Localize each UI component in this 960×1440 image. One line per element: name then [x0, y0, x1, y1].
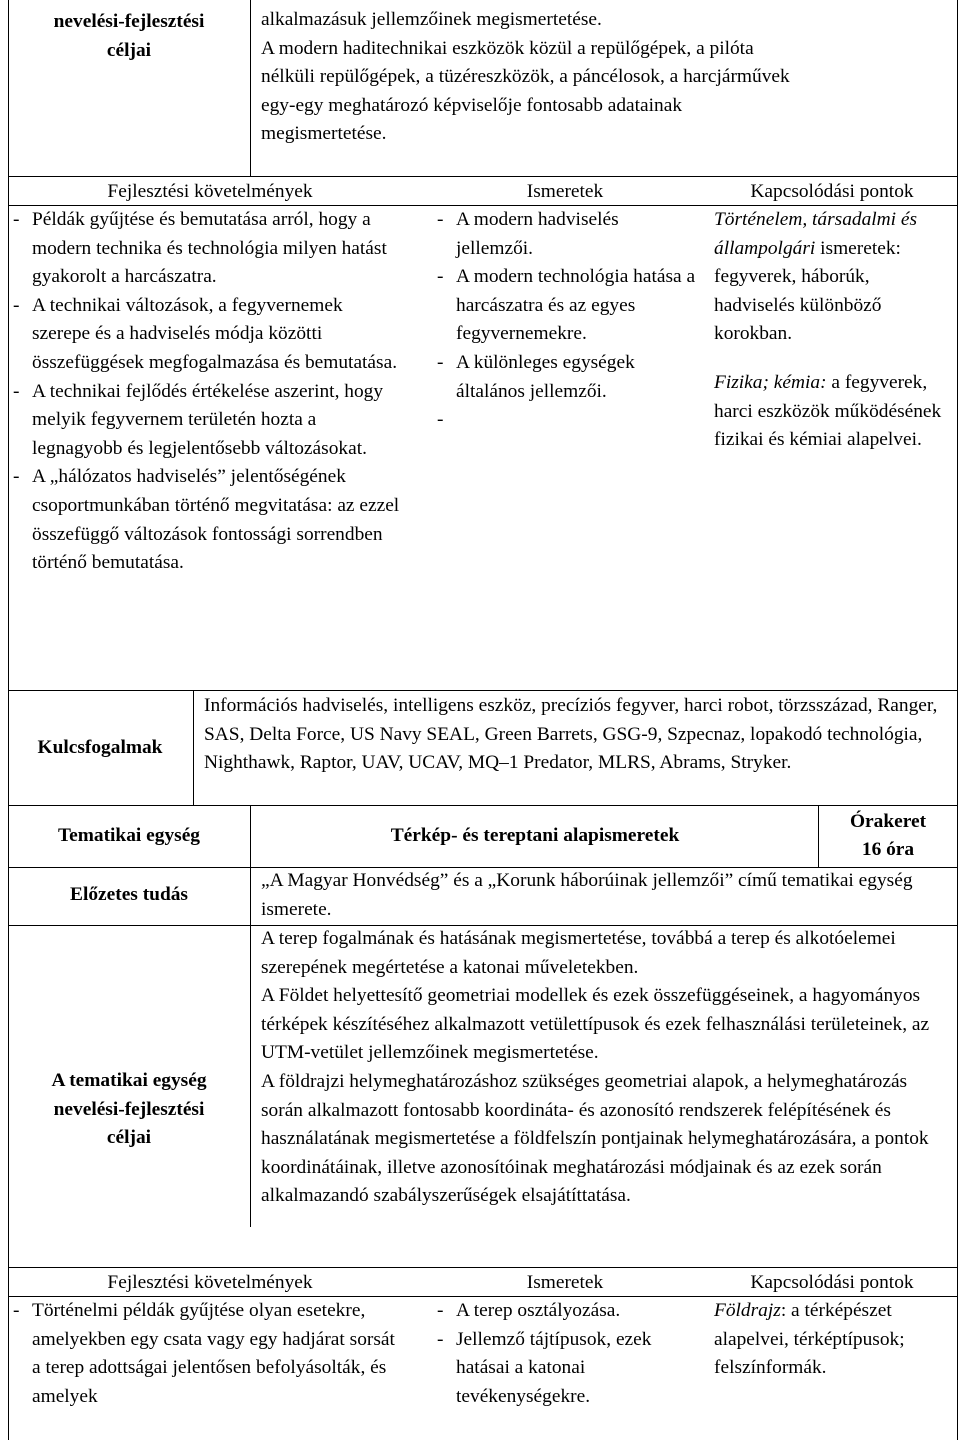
keywords-text: Információs hadviselés, intelligens eszköz, precíziós fegyver, harci robot, törzsszázad, Ranger, SAS, Delta Force, US Navy SEAL, Green Barrets, GSG-9, Szpecnaz, lopakodó technológia, Nighthawk, Raptor, UAV, UCAV, MQ–1 Predator, MLRS, Abrams, Stryker. [204, 695, 938, 774]
column-header-knowledge: Ismeretek [526, 1272, 604, 1293]
connection-history [714, 206, 950, 349]
connection-text: a fegyverek, harci eszközök működésének fizikai és kémiai alapelvei. [714, 371, 942, 451]
list-item: - A terep osztályozása. [430, 1297, 700, 1326]
table-border-right [957, 0, 958, 1440]
list-item [430, 406, 700, 435]
list-item: - Jellemző tájtípusok, ezek hatásai a katonai tevékenységekre. [430, 1326, 700, 1412]
connections [714, 206, 950, 455]
list-item: - A „hálózatos hadviselés” jelentőségének csoportmunkában történő megvitatása: az ezzel összefüggő változások fontossági sorrendben történő bemutatása. [6, 463, 402, 577]
text-line: megismertetése. [261, 123, 387, 145]
column-header-requirements: Fejlesztési követelmények [107, 181, 313, 202]
goals-label: A tematikai egység nevelési-fejlesztési céljai [51, 1070, 207, 1149]
divider [250, 805, 251, 1227]
text-line: nélküli repülőgépek, a tüzéreszközök, a páncélosok, a harcjárművek [261, 66, 790, 88]
divider [818, 805, 819, 867]
divider [8, 176, 958, 177]
list-item: - Példák gyűjtése és bemutatása arról, hogy a modern technika és technológia milyen hatást gyakorolt a harcászatra. [6, 206, 402, 292]
knowledge-list [430, 1297, 700, 1411]
subject-name: Földrajz [714, 1300, 781, 1321]
requirements-list [6, 1297, 402, 1411]
connection-text: ismeretek: fegyverek, háborúk, hadviselés különböző korokban. [714, 237, 901, 345]
hours-label: Órakeret [849, 811, 927, 832]
column-header-connections: Kapcsolódási pontok [750, 181, 914, 202]
goal-paragraph: A terep fogalmának és hatásának megismertetése, továbbá a terep és alkotóelemei szerepének megértetése a katonai műveletekben. [261, 928, 896, 978]
divider [8, 1267, 958, 1268]
goal-paragraph: A Földet helyettesítő geometriai modellek és ezek összefüggéseinek, a hagyományos térképek készítéséhez alkalmazott vetülettípusok és ezek felhasználási területeinek, az UTM-vetület jellemzőinek megismertetése. [261, 985, 930, 1064]
divider [8, 805, 958, 806]
list-item: - A modern technológia hatása a harcászatra és az egyes fegyvernemekre. [430, 263, 700, 349]
connection-physics [714, 369, 950, 455]
list-item: - Történelmi példák gyűjtése olyan esetekre, amelyekben egy csata vagy egy hadjárat sorsát a terep adottságai jelentősen befolyásolták, és amelyek [6, 1297, 402, 1411]
text-line: alkalmazásuk jellemzőinek megismertetése. [261, 9, 602, 30]
list-item: - A különleges egységek általános jellemzői. [430, 349, 700, 406]
text-line: egy-egy meghatározó képviselője fontosabb adatainak [261, 94, 683, 116]
unit-label: Tematikai egység [57, 825, 200, 846]
column-header-requirements: Fejlesztési követelmények [107, 1272, 313, 1293]
knowledge-list [430, 206, 700, 435]
connection-text: : a térképészet alapelvei, térképtípusok; felszínformák. [714, 1300, 905, 1379]
prior-label: Előzetes tudás [70, 884, 188, 905]
divider [250, 0, 251, 176]
column-header-connections: Kapcsolódási pontok [750, 1272, 914, 1293]
unit-title: Térkép- és tereptani alapismeretek [390, 825, 680, 846]
goals-text [261, 925, 951, 1211]
text-line: A modern haditechnikai eszközök közül a repülőgépek, a pilóta [261, 37, 754, 59]
list-item: - A modern hadviselés jellemzői. [430, 206, 700, 263]
subject-name: Fizika; kémia: [714, 371, 827, 393]
list-item: - A technikai változások, a fegyvernemek szerepe és a hadviselés módja közötti összefüggések megfogalmazása és bemutatása. [6, 292, 402, 378]
hours-value: 16 óra [861, 839, 915, 860]
connections [714, 1297, 950, 1383]
requirements-list [6, 206, 402, 578]
list-item: - A technikai fejlődés értékelése aszerint, hogy melyik fegyvernem területén hozta a legnagyobb és legjelentősebb változásokat. [6, 378, 402, 464]
subject-name: Történelem, társadalmi és állampolgári [714, 209, 918, 259]
keywords-label: Kulcsfogalmak [37, 737, 163, 758]
goal-paragraph: A földrajzi helymeghatározáshoz szükséges geometriai alapok, a helymeghatározás során alkalmazott fontosabb koordináta- és azonosító rendszerek felépítésének és használatának megismertetése a földfelszín pontjainak helymeghatározására, a pontok koordinátáinak, illetve azonosítóinak meghatározási módjainak és az ezek során alkalmazandó szabályszerűségek elsajátíttatása. [261, 1070, 929, 1207]
goal-text [261, 6, 951, 149]
column-header-knowledge: Ismeretek [526, 181, 604, 202]
section-label: nevelési-fejlesztési céljai [53, 11, 205, 61]
divider [8, 690, 958, 691]
divider [193, 690, 194, 805]
prior-text: „A Magyar Honvédség” és a „Korunk háborúinak jellemzői” című tematikai egység ismerete. [261, 870, 913, 920]
